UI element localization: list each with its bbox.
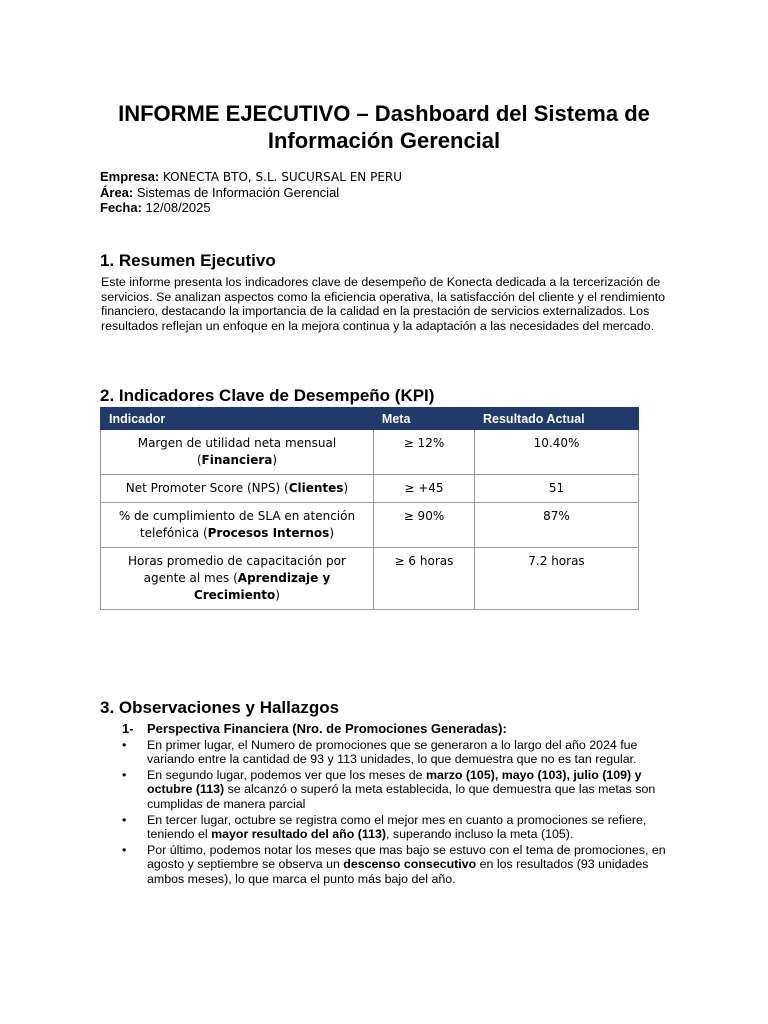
- indicador-cell: [101, 475, 374, 503]
- perspectiva-label: Aprendizaje y Crecimiento: [193, 571, 331, 602]
- bullet-icon: •: [122, 737, 127, 752]
- observation-bullet-list: [100, 738, 680, 887]
- document-meta: [100, 169, 402, 215]
- section-heading-resumen: 1. Resumen Ejecutivo: [100, 251, 276, 270]
- bullet-icon: •: [122, 842, 127, 857]
- indicador-cell: [101, 548, 374, 610]
- closing-paren: ): [272, 453, 278, 467]
- bullet-text-end: , superando incluso la meta (105).: [385, 827, 574, 842]
- perspectiva-label: Clientes: [288, 481, 344, 495]
- bullet-text: En segundo lugar, podemos ver que los meses de: [147, 767, 426, 782]
- column-header-indicador: Indicador: [101, 408, 374, 430]
- observaciones-body: [100, 722, 680, 888]
- resultado-cell: 7.2 horas: [475, 548, 639, 610]
- bullet-icon: •: [122, 812, 127, 827]
- meta-cell: ≥ +45: [373, 475, 474, 503]
- resultado-cell: 87%: [475, 503, 639, 548]
- bullet-text-end: en los resultados (93 unidades ambos meses), lo que marca el punto más bajo del año.: [147, 857, 649, 886]
- table-row: [101, 503, 639, 548]
- resultado-cell: 51: [475, 475, 639, 503]
- indicador-cell: [101, 503, 374, 548]
- list-item: [100, 738, 680, 767]
- observation-item-title: [122, 722, 680, 737]
- perspectiva-label: Financiera: [201, 453, 273, 467]
- bullet-text-end: se alcanzó o superó la meta establecida, lo que demuestra que las metas son cumplidas de manera parcial: [147, 782, 656, 811]
- bullet-text: En primer lugar, el Numero de promociones que se generaron a lo largo del año 2024 fue variando entre la cantidad de 93 y 113 unidades, lo que demuestra que no es tan regular.: [147, 737, 638, 767]
- perspectiva-label: Procesos Internos: [207, 526, 330, 540]
- closing-paren: ): [343, 481, 349, 495]
- indicador-text: Net Promoter Score (NPS) (: [125, 481, 289, 495]
- list-item: [100, 843, 680, 887]
- indicador-text: % de cumplimiento de SLA en atención telefónica (: [118, 509, 356, 540]
- kpi-table: [100, 407, 639, 610]
- indicador-text: Margen de utilidad neta mensual (: [137, 436, 337, 467]
- resultado-cell: 10.40%: [475, 430, 639, 475]
- meta-cell: ≥ 12%: [373, 430, 474, 475]
- fecha-line: [100, 200, 402, 215]
- column-header-resultado: Resultado Actual: [475, 408, 639, 430]
- indicador-cell: [101, 430, 374, 475]
- bullet-bold-text: mayor resultado del año (113): [211, 827, 386, 842]
- table-row: [101, 430, 639, 475]
- column-header-meta: Meta: [373, 408, 474, 430]
- table-row: [101, 475, 639, 503]
- fecha-value: 12/08/2025: [145, 200, 211, 215]
- empresa-label: Empresa:: [100, 169, 160, 184]
- item-number: 1-: [122, 721, 134, 736]
- area-line: [100, 185, 402, 200]
- bullet-text: Por último, podemos notar los meses que mas bajo se estuvo con el tema de promociones, en agosto y septiembre se observa un: [147, 842, 666, 872]
- closing-paren: ): [329, 526, 335, 540]
- item-title-text: Perspectiva Financiera (Nro. de Promociones Generadas):: [147, 721, 507, 736]
- fecha-label: Fecha:: [100, 200, 142, 215]
- table-row: [101, 548, 639, 610]
- kpi-table-header-row: [101, 408, 639, 430]
- bullet-bold-text: marzo (105), mayo (103), julio (109) y octubre (113): [147, 767, 642, 797]
- list-item: [100, 768, 680, 812]
- area-value: Sistemas de Información Gerencial: [136, 185, 340, 200]
- meta-cell: ≥ 90%: [373, 503, 474, 548]
- section-heading-kpi: 2. Indicadores Clave de Desempeño (KPI): [100, 386, 435, 405]
- document-title: INFORME EJECUTIVO – Dashboard del Sistema de Información Gerencial: [118, 101, 650, 153]
- bullet-text: En tercer lugar, octubre se registra como el mejor mes en cuanto a promociones se refiere, teniendo el: [147, 812, 647, 842]
- empresa-line: [100, 169, 402, 185]
- bullet-icon: •: [122, 767, 127, 782]
- area-label: Área:: [100, 185, 134, 200]
- closing-paren: ): [275, 588, 280, 602]
- resumen-paragraph: Este informe presenta los indicadores clave de desempeño de Konecta dedicada a la tercerización de servicios. Se analizan aspectos como la eficiencia operativa, la satisfacción del cliente y el rendimiento financiero, destacando la importancia de la calidad en la prestación de servicios externalizados. Los resultados reflejan un enfoque en la mejora continua y la adaptación a las necesidades del mercado.: [101, 275, 666, 333]
- meta-cell: ≥ 6 horas: [373, 548, 474, 610]
- indicador-text: Horas promedio de capacitación por agente al mes (: [128, 554, 346, 585]
- section-heading-observaciones: 3. Observaciones y Hallazgos: [100, 698, 340, 717]
- bullet-bold-text: descenso consecutivo: [343, 857, 477, 872]
- list-item: [100, 813, 680, 842]
- empresa-value: KONECTA BTO, S.L. SUCURSAL EN PERU: [162, 170, 403, 184]
